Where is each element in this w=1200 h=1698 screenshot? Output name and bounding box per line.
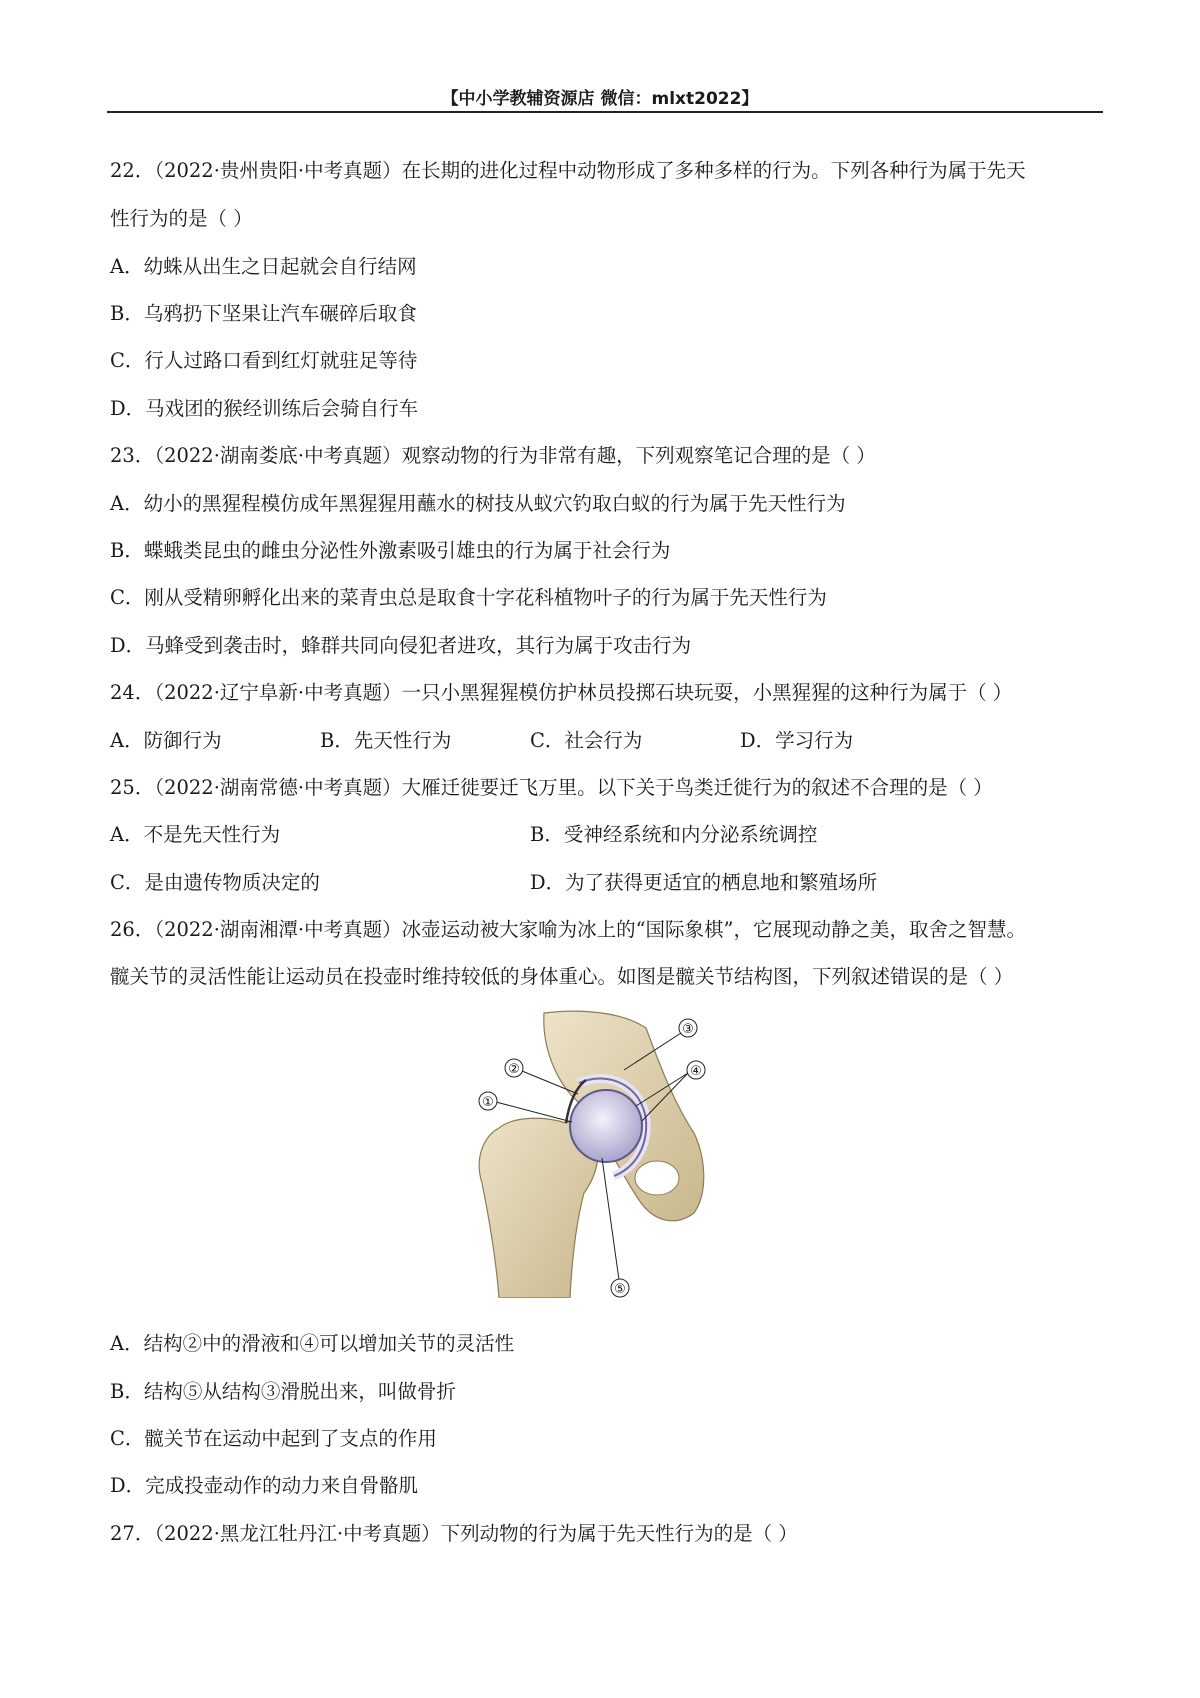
option-a: A．结构②中的滑液和④可以增加关节的灵活性 [110, 1332, 515, 1355]
option-b: B．受神经系统和内分泌系统调控 [530, 823, 818, 846]
option-d: D．学习行为 [740, 729, 854, 752]
option-a: A．幼小的黑猩程模仿成年黑猩猩用蘸水的树技从蚁穴钓取白蚁的行为属于先天性行为 [110, 492, 846, 515]
option-a: A．幼蛛从出生之日起就会自行结网 [110, 255, 417, 278]
question-stem-line: 25．（2022·湖南常德·中考真题）大雁迁徙要迁飞万里。以下关于鸟类迁徙行为的叙述不合理的是（ ） [110, 776, 993, 799]
question-stem-line: 23．（2022·湖南娄底·中考真题）观察动物的行为非常有趣，下列观察笔记合理的是（ ） [110, 444, 876, 467]
option-b: B．蝶蛾类昆虫的雌虫分泌性外激素吸引雄虫的行为属于社会行为 [110, 539, 671, 562]
label-5: ⑤ [614, 1282, 626, 1297]
question-stem-line: 性行为的是（ ） [110, 207, 253, 230]
label-3: ③ [682, 1022, 694, 1037]
femoral-head [570, 1090, 642, 1162]
option-b: B．先天性行为 [320, 729, 452, 752]
option-c: C．刚从受精卵孵化出来的菜青虫总是取食十字花科植物叶子的行为属于先天性行为 [110, 586, 827, 609]
option-a: A．不是先天性行为 [110, 823, 281, 846]
label-1: ① [482, 1095, 494, 1110]
option-d: D．马蜂受到袭击时，蜂群共同向侵犯者进攻，其行为属于攻击行为 [110, 634, 692, 657]
option-d: D．完成投壶动作的动力来自骨骼肌 [110, 1474, 419, 1497]
hip-joint-diagram [474, 1008, 719, 1298]
option-b: B．结构⑤从结构③滑脱出来，叫做骨折 [110, 1380, 456, 1403]
question-stem-line: 22．（2022·贵州贵阳·中考真题）在长期的进化过程中动物形成了多种多样的行为。下列各种行为属于先天 [110, 159, 1026, 182]
header-divider [107, 111, 1103, 113]
question-stem-line: 髋关节的灵活性能让运动员在投壶时维持较低的身体重心。如图是髋关节结构图，下列叙述错误的是（ ） [110, 965, 1014, 988]
option-b: B．乌鸦扔下坚果让汽车碾碎后取食 [110, 302, 417, 325]
option-d: D．为了获得更适宜的栖息地和繁殖场所 [530, 871, 878, 894]
question-stem-line: 27．（2022·黑龙江牡丹江·中考真题）下列动物的行为属于先天性行为的是（ ） [110, 1522, 798, 1545]
label-4: ④ [690, 1064, 702, 1079]
option-c: C．是由遗传物质决定的 [110, 871, 320, 894]
label-2: ② [508, 1062, 520, 1077]
question-stem-line: 24．（2022·辽宁阜新·中考真题）一只小黑猩猩模仿护林员投掷石块玩耍，小黑猩猩的这种行为属于（ ） [110, 681, 1013, 704]
option-c: C．社会行为 [530, 729, 643, 752]
question-stem-line: 26．（2022·湖南湘潭·中考真题）冰壶运动被大家喻为冰上的“国际象棋”，它展现动静之美，取舍之智慧。 [110, 918, 1027, 941]
option-c: C．髋关节在运动中起到了支点的作用 [110, 1427, 437, 1450]
option-a: A．防御行为 [110, 729, 222, 752]
page-header: 【中小学教辅资源店 微信：mlxt2022】 [441, 89, 759, 109]
option-c: C．行人过路口看到红灯就驻足等待 [110, 349, 418, 372]
option-d: D．马戏团的猴经训练后会骑自行车 [110, 397, 419, 420]
hip-joint-figure [474, 1008, 719, 1298]
